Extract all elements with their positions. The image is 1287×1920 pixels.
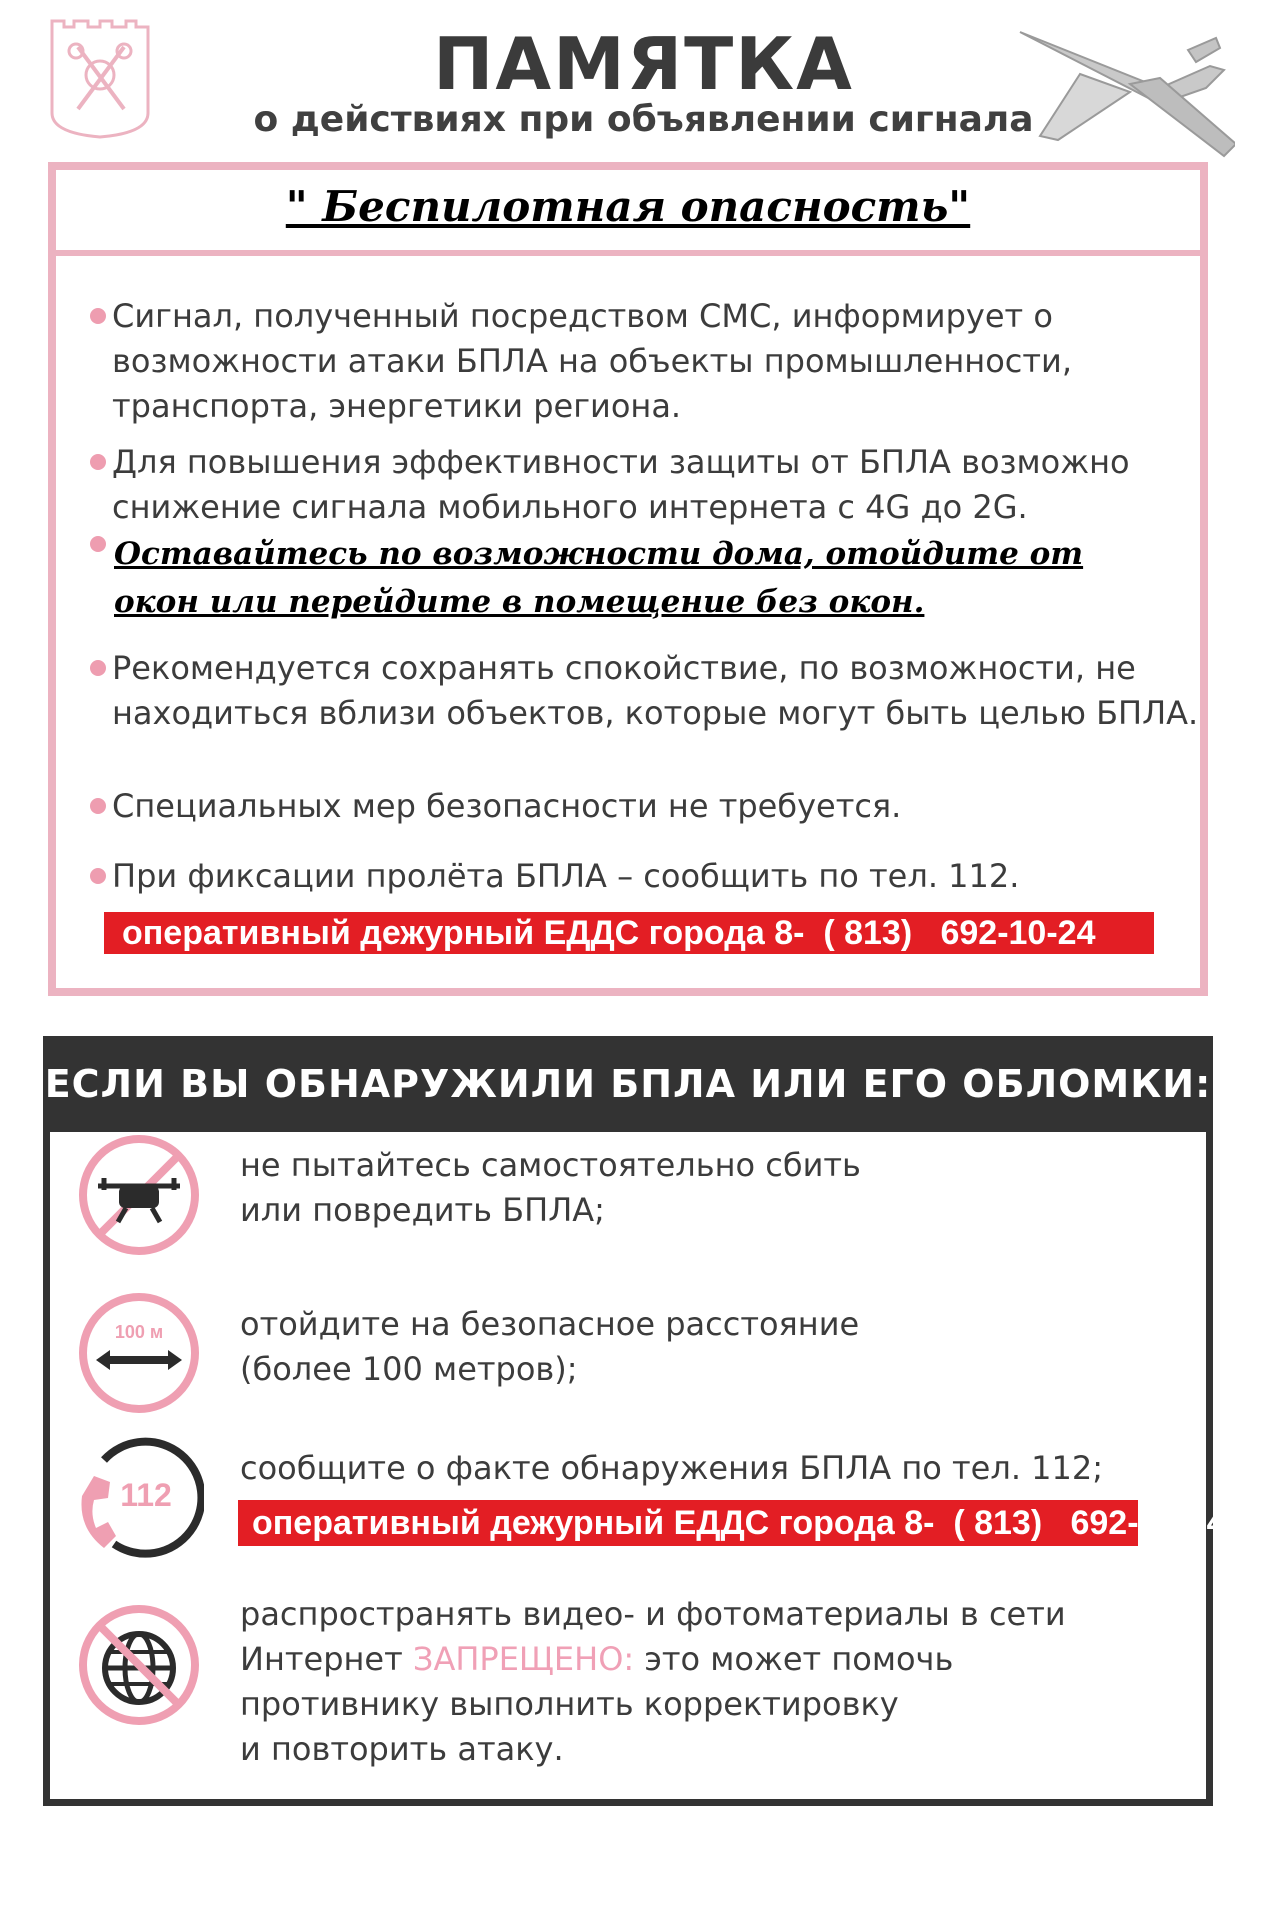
bullet-icon [90, 454, 106, 470]
signal-title-bar [56, 170, 1200, 256]
duty-phone-banner-2: оперативный дежурный ЕДДС города 8- ( 813) 692-10-24 [238, 1500, 1138, 1546]
signal-box [48, 162, 1208, 996]
distance-icon [74, 1288, 204, 1418]
found-item-text: отойдите на безопасное расстояние (более 100 метров); [240, 1305, 860, 1388]
list-item: Рекомендуется сохранять спокойствие, по возможности, не находиться вблизи объектов, которые могут быть целью БПЛА. [112, 646, 1222, 736]
found-item-text: не пытайтесь самостоятельно сбить или повредить БПЛА; [240, 1146, 861, 1229]
bullet-icon [90, 868, 106, 884]
bullet-icon [90, 660, 106, 676]
found-item-text: распространять видео- и фотоматериалы в сети Интернет ЗАПРЕЩЕНО: это может помочь противнику выполнить корректировку и повторить атаку. [240, 1595, 1066, 1768]
drone-aircraft-icon [1010, 18, 1235, 166]
found-header-bar [43, 1036, 1213, 1132]
list-item: Сигнал, полученный посредством СМС, информирует о возможности атаки БПЛА на объекты промышленности, транспорта, энергетики региона. [112, 294, 1222, 429]
page-subtitle: о действиях при объявлении сигнала [253, 99, 1034, 140]
list-item: Для повышения эффективности защиты от БПЛА возможно снижение сигнала мобильного интернета с 4G до 2G. [112, 440, 1222, 530]
phone-112-icon [74, 1432, 204, 1562]
no-drone-icon [74, 1130, 204, 1260]
list-item: При фиксации пролёта БПЛА – сообщить по тел. 112. [112, 854, 1222, 899]
phone-112-label: 112 [120, 1477, 172, 1513]
bullet-icon [90, 308, 106, 324]
duty-phone-banner: оперативный дежурный ЕДДС города 8- ( 813) 692-10-24 [104, 912, 1154, 954]
no-internet-icon [74, 1600, 204, 1730]
page-title: ПАМЯТКА [433, 22, 854, 106]
distance-label: 100 м [114, 1322, 164, 1342]
list-item-emphasis: Оставайтесь по возможности дома, отойдите от окон или перейдите в помещение без окон. [114, 530, 1174, 626]
forbidden-label: ЗАПРЕЩЕНО: [412, 1640, 635, 1678]
bullet-icon [90, 798, 106, 814]
found-item-text: сообщите о факте обнаружения БПЛА по тел. 112; [240, 1449, 1104, 1487]
bullet-icon [90, 536, 106, 552]
found-header: ЕСЛИ ВЫ ОБНАРУЖИЛИ БПЛА ИЛИ ЕГО ОБЛОМКИ: [44, 1062, 1212, 1106]
list-item: Специальных мер безопасности не требуется. [112, 784, 1222, 829]
signal-title: " Беспилотная опасность" [285, 182, 971, 231]
